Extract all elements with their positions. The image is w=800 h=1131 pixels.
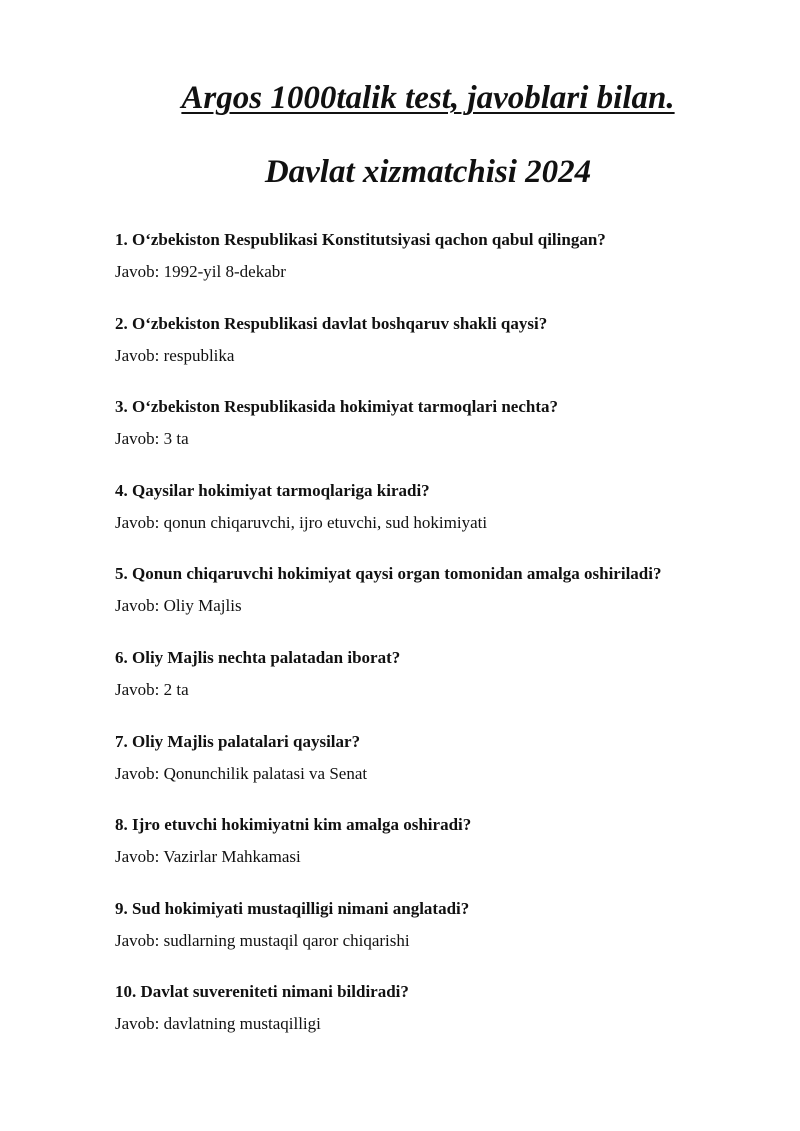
question-body: Ijro etuvchi hokimiyatni kim amalga oshiradi? (132, 815, 472, 835)
question-text (115, 814, 775, 836)
question-body: O‘zbekiston Respublikasida hokimiyat tarmoqlari nechta? (132, 397, 558, 417)
question-number: 10. (115, 982, 137, 1002)
document-subtitle: Davlat xizmatchisi 2024 (264, 154, 592, 190)
answer-label: Javob: (115, 596, 160, 616)
question-item-10 (115, 981, 775, 1065)
question-text (115, 981, 775, 1003)
question-number: 3. (115, 397, 128, 417)
answer-label: Javob: (115, 345, 160, 365)
answer-value: 3 ta (163, 429, 189, 449)
question-number: 5. (115, 564, 128, 584)
question-body: Oliy Majlis nechta palatadan iborat? (132, 647, 401, 667)
answer-value: davlatning mustaqilligi (163, 1014, 321, 1034)
answer-value: Qonunchilik palatasi va Senat (163, 763, 368, 783)
question-number: 8. (115, 815, 128, 835)
question-item-7 (115, 731, 775, 815)
question-body: O‘zbekiston Respublikasi Konstitutsiyasi qachon qabul qilingan? (132, 230, 606, 249)
answer-value: 1992-yil 8-dekabr (163, 262, 286, 281)
question-list (115, 229, 775, 1065)
question-number: 1. (115, 230, 128, 249)
question-body: Sud hokimiyati mustaqilligi nimani anglatadi? (132, 898, 470, 918)
question-body: Davlat suvereniteti nimani bildiradi? (140, 982, 409, 1002)
answer-value: 2 ta (163, 679, 189, 699)
answer-value: Oliy Majlis (163, 596, 242, 616)
answer-label: Javob: (115, 930, 160, 950)
question-item-6 (115, 647, 775, 731)
question-text (115, 647, 775, 669)
question-body: Qonun chiqaruvchi hokimiyat qaysi organ tomonidan amalga oshiriladi? (132, 564, 662, 584)
question-number: 2. (115, 313, 128, 333)
question-item-1 (115, 229, 775, 313)
question-number: 7. (115, 731, 128, 751)
answer-label: Javob: (115, 1014, 160, 1034)
answer-text (115, 1013, 775, 1035)
question-text (115, 563, 775, 585)
question-number: 9. (115, 898, 128, 918)
question-number: 4. (115, 480, 128, 500)
answer-text (115, 428, 775, 450)
answer-label: Javob: (115, 847, 160, 867)
question-text (115, 313, 775, 335)
question-item-3 (115, 396, 775, 480)
question-body: O‘zbekiston Respublikasi davlat boshqaruv shakli qaysi? (132, 313, 548, 333)
question-text (115, 898, 775, 920)
answer-text (115, 763, 775, 785)
answer-label: Javob: (115, 429, 160, 449)
question-text (115, 229, 775, 251)
question-item-8 (115, 814, 775, 898)
answer-value: sudlarning mustaqil qaror chiqarishi (163, 930, 410, 950)
question-item-4 (115, 480, 775, 564)
question-item-2 (115, 313, 775, 397)
question-text (115, 480, 775, 502)
question-text (115, 731, 775, 753)
question-body: Oliy Majlis palatalari qaysilar? (132, 731, 361, 751)
answer-label: Javob: (115, 512, 160, 532)
answer-text (115, 512, 775, 534)
answer-label: Javob: (115, 763, 160, 783)
question-item-5 (115, 563, 775, 647)
document-title: Argos 1000talik test, javoblari bilan. (181, 80, 675, 116)
question-number: 6. (115, 647, 128, 667)
question-text (115, 396, 775, 418)
answer-text (115, 679, 775, 701)
answer-value: qonun chiqaruvchi, ijro etuvchi, sud hokimiyati (163, 512, 488, 532)
answer-value: Vazirlar Mahkamasi (163, 847, 301, 867)
question-item-9 (115, 898, 775, 982)
answer-label: Javob: (115, 262, 160, 281)
answer-text (115, 930, 775, 952)
answer-label: Javob: (115, 679, 160, 699)
question-body: Qaysilar hokimiyat tarmoqlariga kiradi? (132, 480, 430, 500)
answer-text (115, 846, 775, 868)
answer-text (115, 261, 775, 283)
answer-value: respublika (163, 345, 235, 365)
answer-text (115, 595, 775, 617)
answer-text (115, 345, 775, 367)
